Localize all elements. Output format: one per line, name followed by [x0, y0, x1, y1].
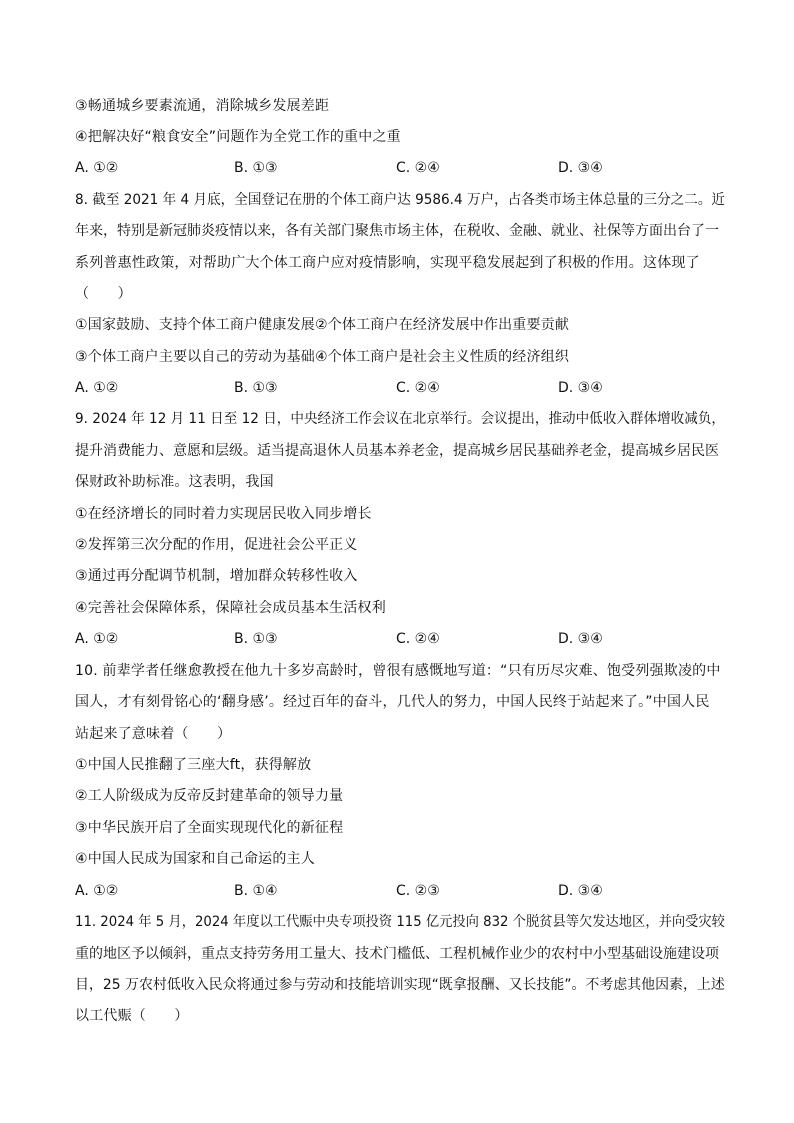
q10-item-2: ②工人阶级成为反帝反封建革命的领导力量	[75, 788, 344, 804]
q9-option-d[interactable]: D. ③④	[558, 631, 603, 647]
q8-stem-line-1: 8. 截至 2021 年 4 月底，全国登记在册的个体工商户达 9586.4 万户，占各类市场主体总量的三分之二。近	[75, 192, 725, 208]
q7-option-d[interactable]: D. ③④	[558, 160, 603, 176]
q7-option-b[interactable]: B. ①③	[234, 160, 278, 176]
q8-option-b[interactable]: B. ①③	[234, 380, 278, 396]
q10-option-c[interactable]: C. ②③	[396, 883, 440, 899]
q9-stem-line-2: 提升消费能力、意愿和层级。适当提高退休人员基本养老金，提高城乡居民基础养老金，提高城乡居民医	[75, 443, 719, 459]
q9-option-c[interactable]: C. ②④	[396, 631, 440, 647]
q7-item-3: ③畅通城乡要素流通，消除城乡发展差距	[75, 98, 330, 114]
q10-stem-line-1: 10. 前辈学者任继愈教授在他九十多岁高龄时，曾很有感慨地写道：“只有历尽灾难、饱受列强欺凌的中	[75, 663, 721, 679]
q7-options	[75, 158, 725, 178]
q8-option-d[interactable]: D. ③④	[558, 380, 603, 396]
q8-option-c[interactable]: C. ②④	[396, 380, 440, 396]
q10-options	[75, 881, 725, 901]
q9-stem-line-3: 保财政补助标准。这表明，我国	[75, 474, 274, 490]
q9-stem-line-1: 9. 2024 年 12 月 11 日至 12 日，中央经济工作会议在北京举行。会议提出，推动中低收入群体增收减负，	[75, 411, 725, 427]
q9-option-a[interactable]: A. ①②	[75, 631, 119, 647]
q8-answer-bracket: （ ）	[75, 286, 132, 302]
q11-stem-line-1: 11. 2024 年 5 月，2024 年度以工代赈中央专项投资 115 亿元投向 832 个脱贫县等欠发达地区，并向受灾较	[75, 914, 725, 930]
q9-item-4: ④完善社会保障体系，保障社会成员基本生活权利	[75, 600, 386, 616]
q10-item-4: ④中国人民成为国家和自己命运的主人	[75, 851, 315, 867]
q8-items-1: ①国家鼓励、支持个体工商户健康发展②个体工商户在经济发展中作出重要贡献	[75, 317, 570, 333]
q9-item-2: ②发挥第三次分配的作用，促进社会公平正义	[75, 537, 358, 553]
q8-options	[75, 378, 725, 398]
q11-stem-line-3: 目，25 万农村低收入民众将通过参与劳动和技能培训实现“既拿报酬、又长技能”。不考虑其他因素，上述	[75, 977, 725, 993]
q8-items-2: ③个体工商户主要以自己的劳动为基础④个体工商户是社会主义性质的经济组织	[75, 349, 570, 365]
q11-stem-line-2: 重的地区予以倾斜，重点支持劳务用工量大、技术门槛低、工程机械作业少的农村中小型基础设施建设项	[75, 946, 719, 962]
q9-option-b[interactable]: B. ①③	[234, 631, 278, 647]
q9-item-1: ①在经济增长的同时着力实现居民收入同步增长	[75, 506, 372, 522]
q10-stem-line-2: 国人，才有刻骨铭心的‘翻身感’。经过百年的奋斗，几代人的努力，中国人民终于站起来了。”中国人民	[75, 694, 710, 710]
q10-stem-line-3: 站起来了意味着（ ）	[75, 726, 232, 742]
q10-option-d[interactable]: D. ③④	[558, 883, 603, 899]
q9-item-3: ③通过再分配调节机制，增加群众转移性收入	[75, 568, 358, 584]
q10-item-3: ③中华民族开启了全面实现现代化的新征程	[75, 820, 344, 836]
q7-option-c[interactable]: C. ②④	[396, 160, 440, 176]
q8-stem-line-3: 系列普惠性政策，对帮助广大个体工商户应对疫情影响，实现平稳发展起到了积极的作用。这体现了	[75, 255, 700, 271]
q10-item-1: ①中国人民推翻了三座大ft，获得解放	[75, 757, 312, 773]
q10-option-b[interactable]: B. ①④	[234, 883, 278, 899]
q11-stem-line-4: 以工代赈（ ）	[75, 1008, 189, 1024]
q7-item-4: ④把解决好“粮食安全”问题作为全党工作的重中之重	[75, 129, 401, 145]
q8-stem-line-2: 年来，特别是新冠肺炎疫情以来，各有关部门聚焦市场主体，在税收、金融、就业、社保等方面出台了一	[75, 223, 719, 239]
q8-option-a[interactable]: A. ①②	[75, 380, 119, 396]
q9-options	[75, 629, 725, 649]
q10-option-a[interactable]: A. ①②	[75, 883, 119, 899]
q7-option-a[interactable]: A. ①②	[75, 160, 119, 176]
